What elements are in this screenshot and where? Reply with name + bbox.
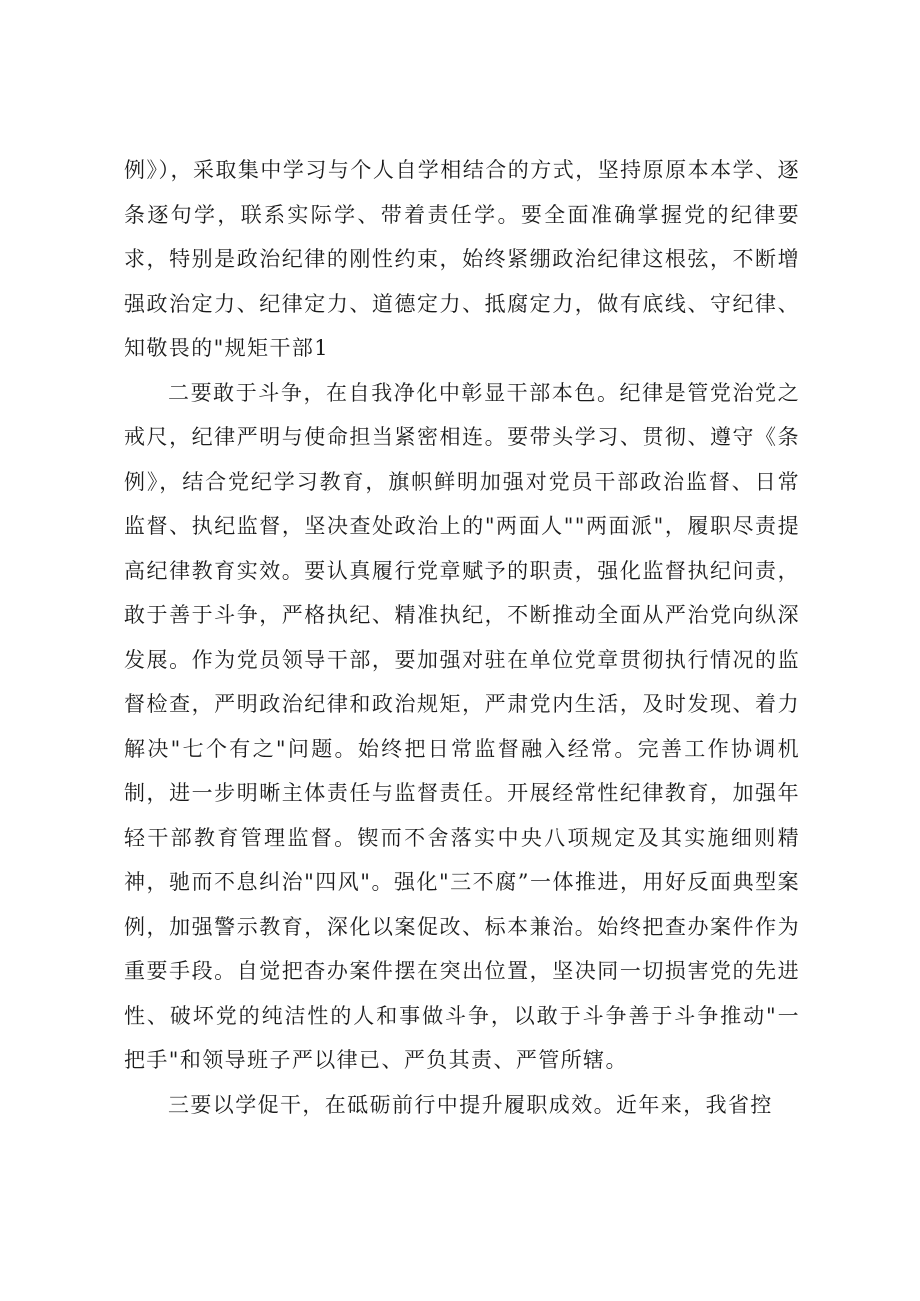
- body-text: [124, 148, 800, 1127]
- paragraph-dare-to-struggle: 二要敢于斗争，在自我净化中彰显干部本色。纪律是管党治党之戒尺，纪律严明与使命担当紧密相连。要带头学习、贯彻、遵守《条例》，结合党纪学习教育，旗帜鲜明加强对党员干部政治监督、日常监督、执纪监督，坚决查处政治上的"两面人""两面派"，履职尽责提高纪律教育实效。要认真履行党章赋予的职责，强化监督执纪问责，敢于善于斗争，严格执纪、精准执纪，不断推动全面从严治党向纵深发展。作为党员领导干部，要加强对驻在单位党章贯彻执行情况的监督检查，严明政治纪律和政治规矩，严肃党内生活，及时发现、着力解决"七个有之"问题。始终把日常监督融入经常。完善工作协调机制，进一步明晰主体责任与监督责任。开展经常性纪律教育，加强年轻干部教育管理监督。锲而不舍落实中央八项规定及其实施细则精神，驰而不息纠治"四风"。强化"三不腐”一体推进，用好反面典型案例，加强警示教育，深化以案促改、标本兼治。始终把查办案件作为重要手段。自觉把杳办案件摆在突出位置，坚决同一切损害党的先进性、破坏党的纯洁性的人和事做斗争，以敢于斗争善于斗争推动"一把手"和领导班子严以律已、严负其责、严管所辖。: [124, 380, 800, 1072]
- paragraph-continuation: 例》），采取集中学习与个人自学相结合的方式，坚持原原本本学、逐条逐句学，联系实际学、带着责任学。要全面准确掌握党的纪律要求，特别是政治纪律的刚性约束，始终紧绷政治纪律这根弦，不断增强政治定力、纪律定力、道德定力、抵腐定力，做有底线、守纪律、知敬畏的"规矩干部1: [124, 158, 800, 360]
- paragraph-learn-to-act: 三要以学促干，在砥砺前行中提升履职成效。近年来，我省控: [168, 1092, 773, 1117]
